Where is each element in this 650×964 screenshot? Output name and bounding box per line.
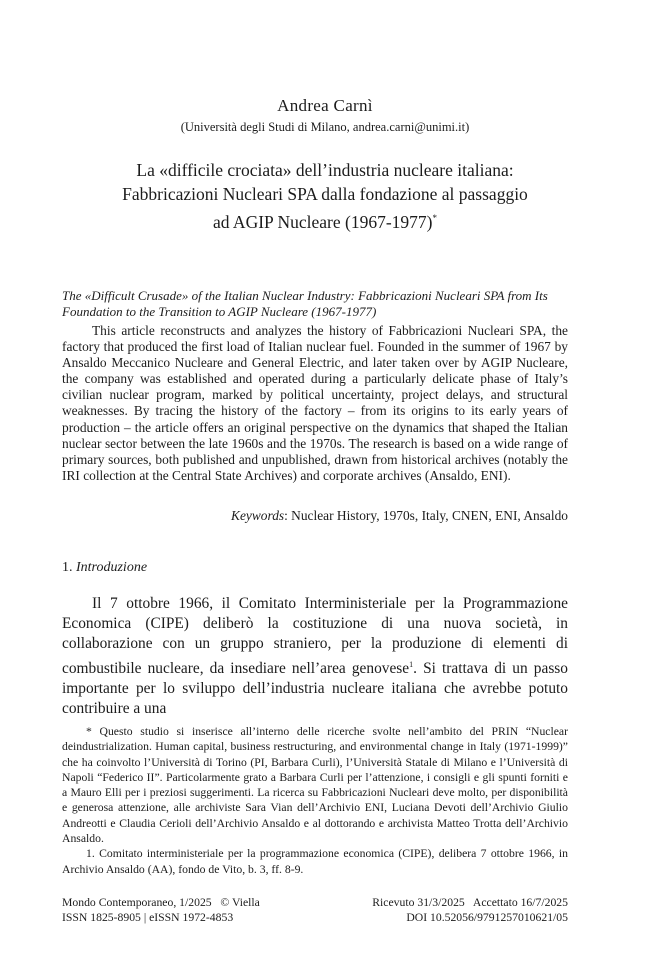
issn-info: ISSN 1825-8905 | eISSN 1972-4853	[62, 911, 234, 924]
submission-dates: Ricevuto 31/3/2025 Accettato 16/7/2025	[372, 896, 568, 909]
body-text-part-1: Il 7 ottobre 1966, il Comitato Interministeriale per la Programmazione Economica (CIPE) deliberò la costituzione di una nuova società, in collaborazione con un gruppo straniero, per la produzione di elementi di combustibile nucleare, da insediare nell’area genovese	[62, 595, 568, 677]
journal-info: Mondo Contemporaneo, 1/2025 © Viella	[62, 896, 260, 909]
keywords-label: Keywords	[231, 508, 285, 523]
keywords-values: : Nuclear History, 1970s, Italy, CNEN, ENI, Ansaldo	[284, 508, 568, 523]
section-heading	[62, 560, 147, 576]
page-footer-right	[300, 895, 568, 925]
article-title	[40, 158, 610, 234]
body-text-part-2: . Si trattava di un passo importante per lo sviluppo dell’industria nucleare italiana che avrebbe potuto contribuire a una	[62, 659, 568, 718]
footnotes	[62, 724, 568, 877]
author-name: Andrea Carnì	[277, 96, 373, 115]
footnote-star: * Questo studio si inserisce all’interno delle ricerche svolte nell’ambito del PRIN “Nuclear deindustrialization. Human capital, business restructuring, and environmental change in Italy (1971-1999)” che ha coinvolto l’Università di Torino (PI, Barbara Curli), l’Università Statale di Milano e l’Università di Napoli “Federico II”. Particolarmente grato a Barbara Curli per l’attenzione, i consigli e gli spunti forniti e a Mauro Elli per i preziosi suggerimenti. La ricerca su Fabbricazioni Nucleari deve molto, per disponibilità e generosa attenzione, alle archiviste Sara Vian dell’Archivio ENI, Luciana Devoti dell’Archivio Giulio Andreotti e Claudia Cerioli dell’Archivio Ansaldo e al dottorando e archivista Matteo Trotta dell’Archivio Ansaldo.	[62, 725, 568, 846]
keywords	[62, 508, 568, 524]
title-line-1: La «difficile crociata» dell’industria nucleare italiana:	[136, 160, 514, 180]
title-line-3: ad AGIP Nucleare (1967-1977)	[213, 212, 433, 232]
title-line-2: Fabbricazioni Nucleari SPA dalla fondazione al passaggio	[122, 184, 528, 204]
page-footer-left	[62, 895, 260, 925]
english-title: The «Difficult Crusade» of the Italian Nuclear Industry: Fabbricazioni Nucleari SPA from Its Foundation to the Transition to AGIP Nucleare (1967-1977)	[62, 288, 548, 319]
author-affiliation: (Università degli Studi di Milano, andrea.carni@unimi.it)	[180, 120, 470, 134]
body-paragraph	[62, 594, 568, 719]
title-note-mark[interactable]: *	[432, 213, 437, 223]
section-title: Introduzione	[76, 560, 148, 575]
doi-link[interactable]: DOI 10.52056/9791257010621/05	[406, 911, 568, 924]
section-number: 1.	[62, 560, 76, 575]
abstract: This article reconstructs and analyzes the history of Fabbricazioni Nucleari SPA, the factory that produced the first load of Italian nuclear fuel. Founded in the summer of 1967 by Ansaldo Meccanico Nucleare and General Electric, and later taken over by AGIP Nucleare, the company was established and operated during a particularly delicate phase of Italy’s civilian nuclear program, marked by political uncertainty, project delays, and structural weaknesses. By tracing the history of the factory – from its origins to its early years of production – the article offers an original perspective on the dynamics that shaped the Italian nuclear sector between the late 1960s and the 1970s. The research is based on a wide range of primary sources, both published and unpublished, drawn from historical archives (notably the IRI collection at the Central State Archives) and corporate archives (Ansaldo, ENI).	[62, 323, 568, 483]
footnote-ref-1[interactable]: 1	[409, 659, 414, 669]
footnote-1: 1. Comitato interministeriale per la programmazione economica (CIPE), delibera 7 ottobre 1966, in Archivio Ansaldo (AA), fondo de Vito, b. 3, ff. 8-9.	[62, 847, 568, 876]
